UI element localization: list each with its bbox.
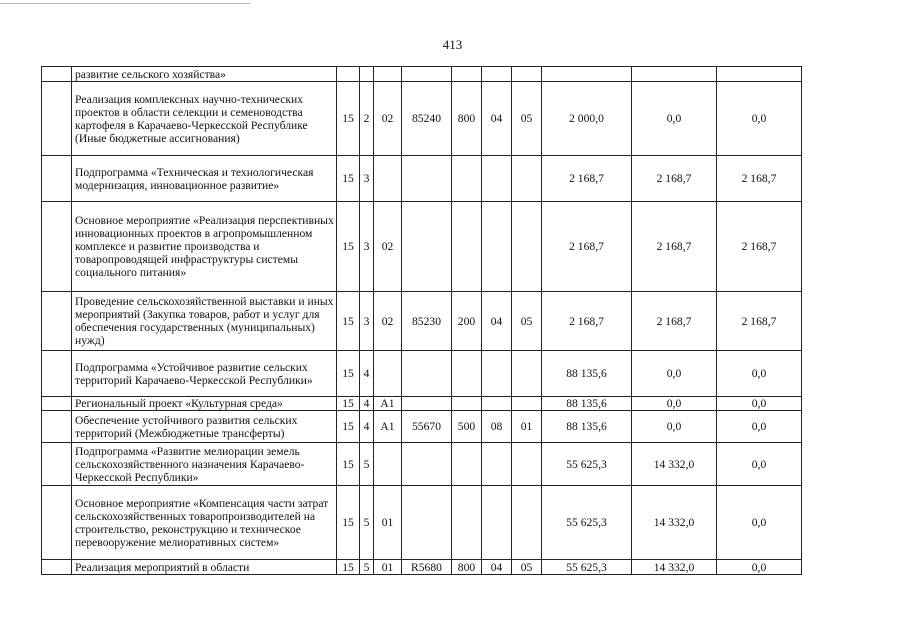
table-row [42, 397, 802, 411]
section-cell: 04 [482, 82, 512, 156]
table-row [42, 351, 802, 397]
item-name-cell: Подпрограмма «Устойчивое развитие сельских территорий Карачаево-Черкесской Республики» [72, 351, 337, 397]
item-name-cell: Проведение сельскохозяйственной выставки и иных мероприятий (Закупка товаров, работ и услуг для обеспечения государственных (муниципальных) нужд) [72, 292, 337, 351]
section-cell [482, 202, 512, 292]
section-cell [482, 443, 512, 486]
activity-code-cell: 02 [374, 202, 402, 292]
row-margin-cell [42, 397, 72, 411]
table-row [42, 443, 802, 486]
sum-year-2-cell [632, 67, 717, 82]
expense-type-cell: 800 [452, 82, 482, 156]
activity-code-cell [374, 351, 402, 397]
subsection-cell: 05 [512, 82, 542, 156]
row-margin-cell [42, 156, 72, 202]
item-name-cell: Подпрограмма «Техническая и технологическая модернизация, инновационное развитие» [72, 156, 337, 202]
subsection-cell [512, 397, 542, 411]
sum-year-1-cell: 55 625,3 [542, 560, 632, 575]
expense-type-cell [452, 156, 482, 202]
page-number: 413 [442, 37, 463, 52]
program-code-cell [337, 67, 360, 82]
subprogram-code-cell: 4 [360, 397, 374, 411]
subprogram-code-cell: 4 [360, 351, 374, 397]
program-code-cell: 15 [337, 292, 360, 351]
expense-type-cell [452, 486, 482, 560]
sum-year-3-cell: 0,0 [717, 351, 802, 397]
sum-year-2-cell: 14 332,0 [632, 486, 717, 560]
sum-year-3-cell: 0,0 [717, 82, 802, 156]
item-name-cell: развитие сельского хозяйства» [72, 67, 337, 82]
program-code-cell: 15 [337, 202, 360, 292]
direction-code-cell: 55670 [402, 411, 452, 443]
program-code-cell: 15 [337, 486, 360, 560]
expense-type-cell [452, 397, 482, 411]
scan-artifact-line [0, 3, 250, 4]
table-row [42, 82, 802, 156]
sum-year-1-cell: 88 135,6 [542, 397, 632, 411]
subsection-cell [512, 351, 542, 397]
row-margin-cell [42, 560, 72, 575]
sum-year-2-cell: 0,0 [632, 411, 717, 443]
sum-year-1-cell: 2 168,7 [542, 202, 632, 292]
direction-code-cell [402, 443, 452, 486]
subsection-cell [512, 443, 542, 486]
expense-type-cell: 200 [452, 292, 482, 351]
subsection-cell: 01 [512, 411, 542, 443]
expense-type-cell [452, 67, 482, 82]
expense-type-cell: 500 [452, 411, 482, 443]
budget-table [41, 66, 802, 575]
sum-year-2-cell: 0,0 [632, 351, 717, 397]
row-margin-cell [42, 67, 72, 82]
direction-code-cell [402, 397, 452, 411]
sum-year-3-cell: 2 168,7 [717, 156, 802, 202]
section-cell: 04 [482, 560, 512, 575]
row-margin-cell [42, 443, 72, 486]
expense-type-cell: 800 [452, 560, 482, 575]
section-cell [482, 486, 512, 560]
expense-type-cell [452, 351, 482, 397]
program-code-cell: 15 [337, 560, 360, 575]
expense-type-cell [452, 443, 482, 486]
item-name-cell: Обеспечение устойчивого развития сельских территорий (Межбюджетные трансферты) [72, 411, 337, 443]
subsection-cell [512, 202, 542, 292]
direction-code-cell [402, 202, 452, 292]
sum-year-2-cell: 2 168,7 [632, 156, 717, 202]
subprogram-code-cell: 2 [360, 82, 374, 156]
sum-year-1-cell: 88 135,6 [542, 411, 632, 443]
sum-year-2-cell: 2 168,7 [632, 292, 717, 351]
subsection-cell: 05 [512, 292, 542, 351]
table-row [42, 411, 802, 443]
item-name-cell: Реализация комплексных научно-технических проектов в области селекции и семеноводства картофеля в Карачаево-Черкесской Республике (Иные бюджетные ассигнования) [72, 82, 337, 156]
sum-year-3-cell: 0,0 [717, 411, 802, 443]
table-body [42, 67, 802, 575]
sum-year-1-cell [542, 67, 632, 82]
sum-year-1-cell: 2 000,0 [542, 82, 632, 156]
subprogram-code-cell: 4 [360, 411, 374, 443]
direction-code-cell [402, 486, 452, 560]
section-cell: 04 [482, 292, 512, 351]
subsection-cell [512, 67, 542, 82]
subsection-cell [512, 156, 542, 202]
sum-year-1-cell: 55 625,3 [542, 486, 632, 560]
direction-code-cell [402, 156, 452, 202]
activity-code-cell [374, 156, 402, 202]
row-margin-cell [42, 411, 72, 443]
table-row [42, 486, 802, 560]
sum-year-2-cell: 2 168,7 [632, 202, 717, 292]
activity-code-cell: 02 [374, 82, 402, 156]
subprogram-code-cell: 3 [360, 156, 374, 202]
subsection-cell: 05 [512, 560, 542, 575]
table-row [42, 202, 802, 292]
sum-year-2-cell: 0,0 [632, 82, 717, 156]
row-margin-cell [42, 202, 72, 292]
row-margin-cell [42, 292, 72, 351]
activity-code-cell: 01 [374, 486, 402, 560]
activity-code-cell [374, 67, 402, 82]
section-cell: 08 [482, 411, 512, 443]
activity-code-cell [374, 443, 402, 486]
program-code-cell: 15 [337, 82, 360, 156]
item-name-cell: Региональный проект «Культурная среда» [72, 397, 337, 411]
sum-year-1-cell: 88 135,6 [542, 351, 632, 397]
direction-code-cell: 85240 [402, 82, 452, 156]
sum-year-3-cell: 0,0 [717, 560, 802, 575]
table-row [42, 67, 802, 82]
row-margin-cell [42, 486, 72, 560]
sum-year-2-cell: 14 332,0 [632, 443, 717, 486]
section-cell [482, 351, 512, 397]
direction-code-cell: 85230 [402, 292, 452, 351]
subprogram-code-cell [360, 67, 374, 82]
item-name-cell: Основное мероприятие «Реализация перспективных инновационных проектов в агропромышленном комплексе и развитие производства и товаропроводящей инфраструктуры системы социального питания» [72, 202, 337, 292]
activity-code-cell: 02 [374, 292, 402, 351]
subsection-cell [512, 486, 542, 560]
sum-year-3-cell: 0,0 [717, 486, 802, 560]
direction-code-cell [402, 351, 452, 397]
activity-code-cell: 01 [374, 560, 402, 575]
sum-year-1-cell: 2 168,7 [542, 292, 632, 351]
sum-year-2-cell: 14 332,0 [632, 560, 717, 575]
sum-year-3-cell: 2 168,7 [717, 292, 802, 351]
section-cell [482, 156, 512, 202]
program-code-cell: 15 [337, 411, 360, 443]
section-cell [482, 67, 512, 82]
subprogram-code-cell: 5 [360, 560, 374, 575]
sum-year-3-cell: 0,0 [717, 397, 802, 411]
direction-code-cell [402, 67, 452, 82]
table-row [42, 156, 802, 202]
table-row [42, 292, 802, 351]
direction-code-cell: R5680 [402, 560, 452, 575]
item-name-cell: Основное мероприятие «Компенсация части затрат сельскохозяйственных товаропроизводителей на строительство, реконструкцию и техническое перевооружение мелиоративных систем» [72, 486, 337, 560]
row-margin-cell [42, 351, 72, 397]
table-row [42, 560, 802, 575]
activity-code-cell: A1 [374, 397, 402, 411]
sum-year-1-cell: 55 625,3 [542, 443, 632, 486]
item-name-cell: Реализация мероприятий в области [72, 560, 337, 575]
activity-code-cell: A1 [374, 411, 402, 443]
expense-type-cell [452, 202, 482, 292]
sum-year-3-cell: 0,0 [717, 443, 802, 486]
subprogram-code-cell: 5 [360, 486, 374, 560]
program-code-cell: 15 [337, 156, 360, 202]
item-name-cell: Подпрограмма «Развитие мелиорации земель сельскохозяйственного назначения Карачаево-Черкесской Республики» [72, 443, 337, 486]
subprogram-code-cell: 5 [360, 443, 374, 486]
subprogram-code-cell: 3 [360, 292, 374, 351]
program-code-cell: 15 [337, 351, 360, 397]
row-margin-cell [42, 82, 72, 156]
sum-year-2-cell: 0,0 [632, 397, 717, 411]
program-code-cell: 15 [337, 443, 360, 486]
program-code-cell: 15 [337, 397, 360, 411]
section-cell [482, 397, 512, 411]
sum-year-1-cell: 2 168,7 [542, 156, 632, 202]
subprogram-code-cell: 3 [360, 202, 374, 292]
sum-year-3-cell [717, 67, 802, 82]
sum-year-3-cell: 2 168,7 [717, 202, 802, 292]
